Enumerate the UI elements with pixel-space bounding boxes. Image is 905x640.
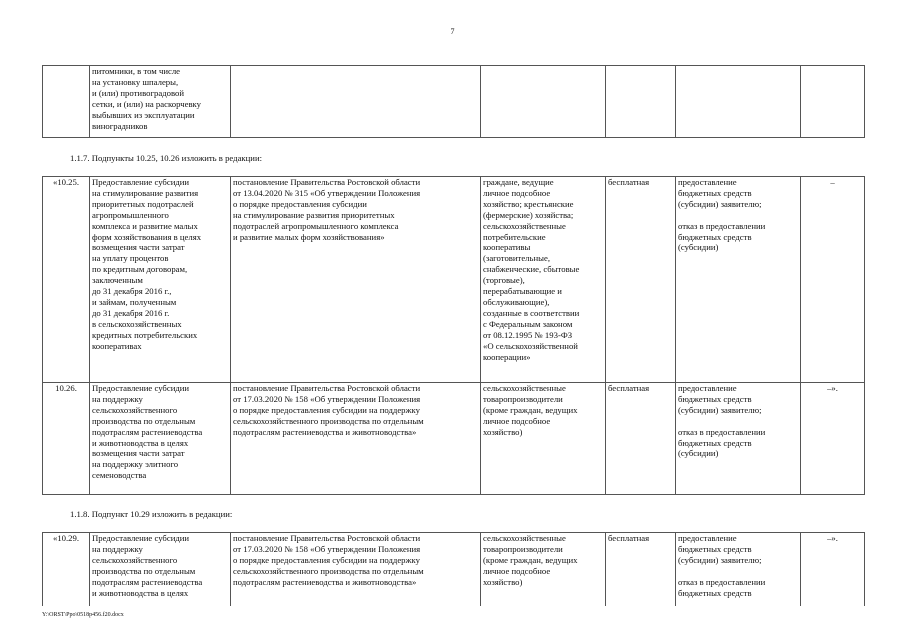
cell-service: Предоставление субсидии на стимулирование развития приоритетных подотраслей агропромышленного комплекса и развитие малых форм хозяйствования в целях возмещения части затрат на уплату процентов по кредитным договорам, заключенным до 31 декабря 2016 г., и займам, полученным до 31 декабря 2016 г. в сельскохозяйственных кредитных потребительских кооперативах bbox=[90, 177, 231, 383]
cell-service: Предоставление субсидии на поддержку сельскохозяйственного производства по отдельным подотраслям растениеводства и животноводства в целях возмещения части затрат на поддержку элитного семеноводства bbox=[90, 383, 231, 495]
cell-recipients: сельскохозяйственные товаропроизводители (кроме граждан, ведущих личное подсобное хозяйство) bbox=[481, 533, 606, 607]
cell-act bbox=[231, 66, 481, 138]
cell-act: постановление Правительства Ростовской области от 17.03.2020 № 158 «Об утверждении Положения о порядке предоставления субсидии на поддержку сельскохозяйственного производства по отдельным подотраслям растениеводства и животноводства» bbox=[231, 533, 481, 607]
cell-recipients bbox=[481, 66, 606, 138]
cell-number: «10.29. bbox=[43, 533, 90, 607]
cell-result bbox=[676, 66, 801, 138]
cell-result: предоставление бюджетных средств (субсидии) заявителю; отказ в предоставлении бюджетных средств (субсидии) bbox=[676, 383, 801, 495]
cell-number bbox=[43, 66, 90, 138]
cell-result: предоставление бюджетных средств (субсидии) заявителю; отказ в предоставлении бюджетных средств (субсидии) bbox=[676, 177, 801, 383]
cell-act: постановление Правительства Ростовской области от 17.03.2020 № 158 «Об утверждении Положения о порядке предоставления субсидии на поддержку сельскохозяйственного производства по отдельным подотраслям растениеводства и животноводства» bbox=[231, 383, 481, 495]
table-row bbox=[43, 533, 865, 607]
paragraph-2: 1.1.8. Подпункт 10.29 изложить в редакции: bbox=[70, 509, 233, 519]
paragraph-1: 1.1.7. Подпункты 10.25, 10.26 изложить в редакции: bbox=[70, 153, 263, 163]
cell-recipients: сельскохозяйственные товаропроизводители (кроме граждан, ведущих личное подсобное хозяйство) bbox=[481, 383, 606, 495]
cell-number: «10.25. bbox=[43, 177, 90, 383]
table-2 bbox=[42, 176, 865, 495]
cell-note: – bbox=[801, 177, 865, 383]
table-3 bbox=[42, 532, 865, 606]
cell-note bbox=[801, 66, 865, 138]
cell-fee: бесплатная bbox=[606, 533, 676, 607]
table-3-container bbox=[42, 532, 866, 606]
cell-fee: бесплатная bbox=[606, 383, 676, 495]
top-table bbox=[42, 65, 865, 138]
cell-fee bbox=[606, 66, 676, 138]
cell-note: –». bbox=[801, 533, 865, 607]
cell-fee: бесплатная bbox=[606, 177, 676, 383]
table-row bbox=[43, 177, 865, 383]
footer-path: Y:\ORST\Ppo\0518p456.f20.docx bbox=[42, 612, 124, 618]
table-row bbox=[43, 383, 865, 495]
cell-act: постановление Правительства Ростовской области от 13.04.2020 № 315 «Об утверждении Положения о порядке предоставления субсидии на стимулирование развития приоритетных подотраслей агропромышленного комплекса и развитие малых форм хозяйствования» bbox=[231, 177, 481, 383]
cell-note: –». bbox=[801, 383, 865, 495]
cell-recipients: граждане, ведущие личное подсобное хозяйство; крестьянские (фермерские) хозяйства; сельскохозяйственные потребительские кооперативы (заготовительные, снабженческие, сбытовые (торговые), перерабатывающие и обслуживающие), созданные в соответствии с Федеральным законом от 08.12.1995 № 193-ФЗ «О сельскохозяйственной кооперации» bbox=[481, 177, 606, 383]
cell-service: питомники, в том числе на установку шпалеры, и (или) противоградовой сетки, и (или) на раскорчевку выбывших из эксплуатации виноградников bbox=[90, 66, 231, 138]
page-number: 7 bbox=[450, 27, 455, 36]
table-row bbox=[43, 66, 865, 138]
cell-result: предоставление бюджетных средств (субсидии) заявителю; отказ в предоставлении бюджетных средств bbox=[676, 533, 801, 607]
cell-service: Предоставление субсидии на поддержку сельскохозяйственного производства по отдельным подотраслям растениеводства и животноводства в целях bbox=[90, 533, 231, 607]
cell-number: 10.26. bbox=[43, 383, 90, 495]
